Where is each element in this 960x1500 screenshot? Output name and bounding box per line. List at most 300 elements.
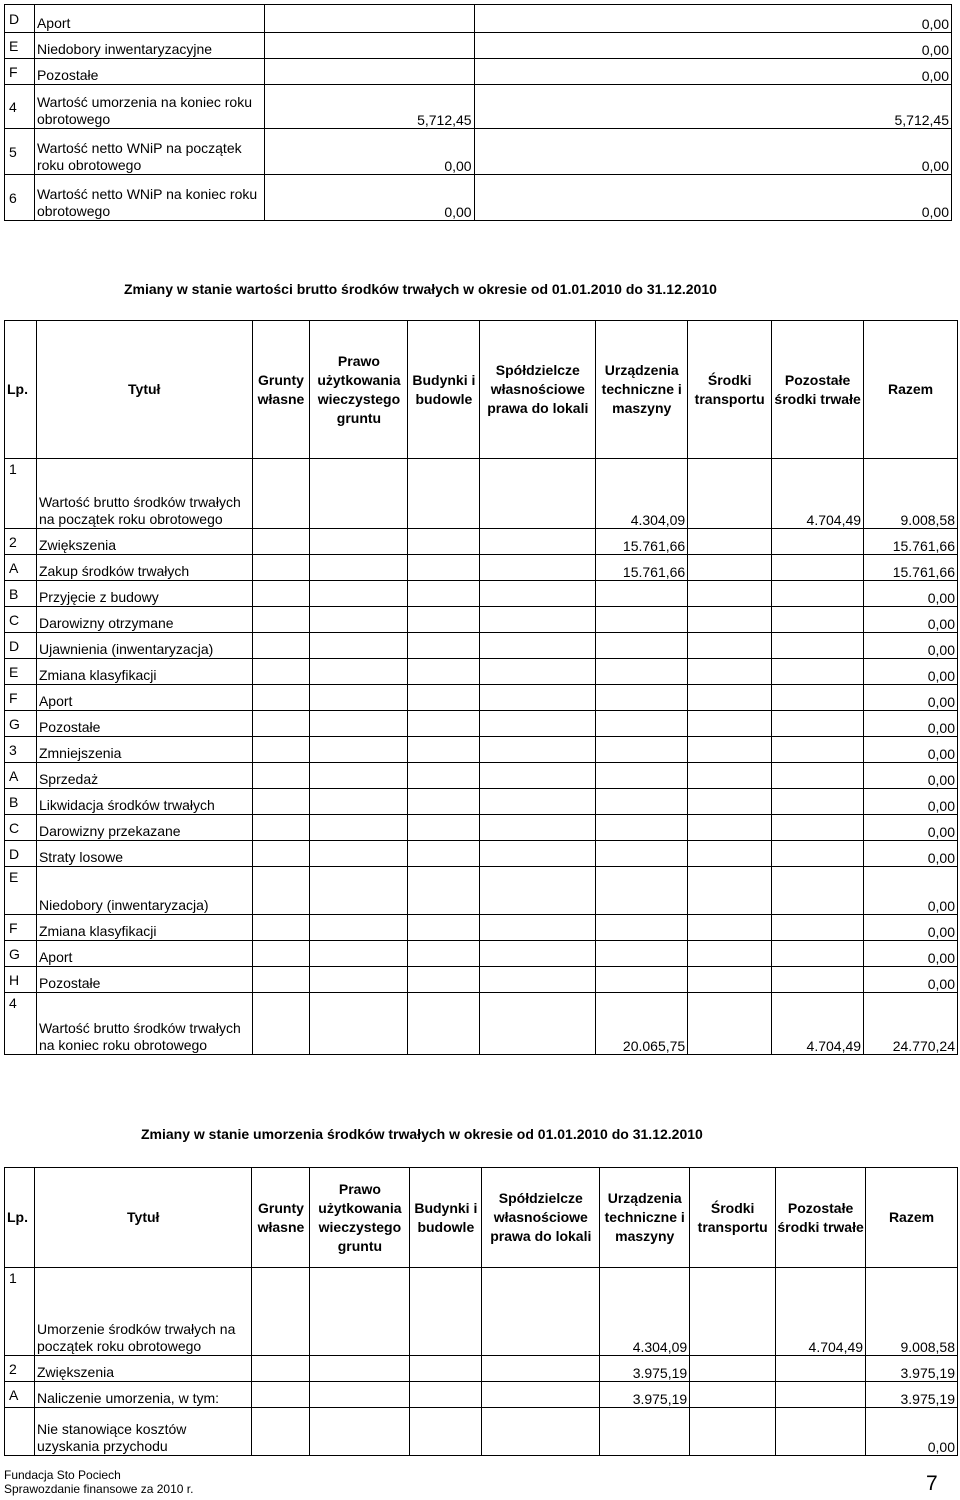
cell-prawo — [310, 1382, 410, 1408]
header-grunty: Grunty własne — [252, 321, 310, 459]
cell-prawo — [310, 915, 408, 941]
header-pozostale: Pozostałe środki trwałe — [776, 1168, 866, 1268]
cell-urzadzenia — [600, 1408, 690, 1456]
cell-transport — [688, 607, 772, 633]
cell-prawo — [310, 867, 408, 915]
cell-transport — [688, 659, 772, 685]
cell-transport — [688, 459, 772, 529]
cell-pozostale — [772, 529, 864, 555]
cell-transport — [690, 1356, 776, 1382]
section-title-umorzenie: Zmiany w stanie umorzenia środków trwałych w okresie od 01.01.2010 do 31.12.2010 — [141, 1126, 703, 1142]
cell-grunty — [252, 607, 310, 633]
row-title: Pozostałe — [36, 711, 252, 737]
row-lp: G — [5, 941, 37, 967]
cell-budynki — [410, 1268, 482, 1356]
cell-prawo — [310, 815, 408, 841]
table-row — [5, 607, 958, 633]
cell-urzadzenia — [596, 867, 688, 915]
cell-transport — [688, 555, 772, 581]
row-lp: A — [5, 1382, 35, 1408]
cell-urzadzenia — [596, 789, 688, 815]
cell-pozostale — [772, 555, 864, 581]
cell-razem: 9.008,58 — [866, 1268, 958, 1356]
cell-pozostale: 4.704,49 — [772, 993, 864, 1055]
row-lp: E — [5, 659, 37, 685]
cell-razem: 0,00 — [864, 581, 958, 607]
cell-prawo — [310, 633, 408, 659]
row-title: Darowizny przekazane — [36, 815, 252, 841]
row-total: 0,00 — [474, 59, 951, 85]
row-lp: A — [5, 763, 37, 789]
row-value — [264, 5, 474, 33]
row-title: Pozostałe — [34, 59, 264, 85]
cell-prawo — [310, 529, 408, 555]
wnip-table — [4, 4, 952, 221]
table-row — [5, 529, 958, 555]
table-row — [5, 789, 958, 815]
cell-prawo — [310, 685, 408, 711]
umorzenie-table — [4, 1167, 958, 1456]
cell-urzadzenia: 3.975,19 — [600, 1356, 690, 1382]
cell-prawo — [310, 737, 408, 763]
cell-pozostale — [772, 633, 864, 659]
row-title: Zwiększenia — [36, 529, 252, 555]
cell-razem: 0,00 — [864, 763, 958, 789]
cell-transport — [688, 633, 772, 659]
cell-urzadzenia — [596, 659, 688, 685]
cell-pozostale — [772, 867, 864, 915]
cell-spoldzielcze — [480, 607, 596, 633]
cell-spoldzielcze — [482, 1356, 600, 1382]
row-lp: H — [5, 967, 37, 993]
cell-grunty — [252, 711, 310, 737]
cell-grunty — [252, 1268, 310, 1356]
cell-grunty — [252, 737, 310, 763]
page-number: 7 — [926, 1472, 938, 1495]
cell-razem: 15.761,66 — [864, 555, 958, 581]
cell-transport — [688, 789, 772, 815]
cell-transport — [690, 1382, 776, 1408]
cell-transport — [688, 763, 772, 789]
cell-razem: 0,00 — [864, 841, 958, 867]
header-grunty: Grunty własne — [252, 1168, 310, 1268]
cell-urzadzenia: 4.304,09 — [600, 1268, 690, 1356]
cell-budynki — [408, 967, 480, 993]
row-lp: 3 — [5, 737, 37, 763]
cell-prawo — [310, 841, 408, 867]
cell-budynki — [410, 1408, 482, 1456]
cell-pozostale — [772, 763, 864, 789]
cell-grunty — [252, 555, 310, 581]
cell-transport — [690, 1408, 776, 1456]
header-prawo: Prawo użytkowania wieczystego gruntu — [310, 1168, 410, 1268]
header-row — [5, 1168, 958, 1268]
header-transport: Środki transportu — [688, 321, 772, 459]
cell-urzadzenia: 20.065,75 — [596, 993, 688, 1055]
row-value: 5,712,45 — [264, 85, 474, 129]
cell-budynki — [408, 737, 480, 763]
cell-budynki — [408, 659, 480, 685]
cell-pozostale — [772, 967, 864, 993]
row-title: Pozostałe — [36, 967, 252, 993]
cell-razem: 0,00 — [864, 685, 958, 711]
cell-pozostale — [772, 841, 864, 867]
cell-transport — [688, 685, 772, 711]
cell-budynki — [408, 867, 480, 915]
cell-budynki — [408, 841, 480, 867]
cell-budynki — [408, 941, 480, 967]
cell-razem: 3.975,19 — [866, 1382, 958, 1408]
row-title: Darowizny otrzymane — [36, 607, 252, 633]
cell-prawo — [310, 993, 408, 1055]
row-title: Straty losowe — [36, 841, 252, 867]
cell-transport — [688, 967, 772, 993]
row-title: Nie stanowiące kosztów uzyskania przychodu — [34, 1408, 252, 1456]
cell-pozostale — [776, 1382, 866, 1408]
cell-pozostale — [772, 815, 864, 841]
cell-prawo — [310, 711, 408, 737]
row-title: Umorzenie środków trwałych na początek roku obrotowego — [34, 1268, 252, 1356]
header-urzadzenia: Urządzenia techniczne i maszyny — [596, 321, 688, 459]
cell-spoldzielcze — [480, 711, 596, 737]
cell-budynki — [408, 685, 480, 711]
row-lp: E — [5, 33, 35, 59]
table-row — [5, 659, 958, 685]
row-title: Aport — [36, 941, 252, 967]
table-row — [5, 175, 952, 221]
table-row — [5, 815, 958, 841]
cell-grunty — [252, 789, 310, 815]
cell-spoldzielcze — [480, 581, 596, 607]
cell-urzadzenia — [596, 841, 688, 867]
row-lp — [5, 1408, 35, 1456]
cell-spoldzielcze — [480, 763, 596, 789]
table-row — [5, 993, 958, 1055]
cell-razem: 0,00 — [864, 633, 958, 659]
cell-razem: 0,00 — [864, 789, 958, 815]
cell-urzadzenia — [596, 685, 688, 711]
cell-razem: 0,00 — [864, 659, 958, 685]
row-lp: B — [5, 581, 37, 607]
header-spoldzielcze: Spółdzielcze własnościowe prawa do lokali — [482, 1168, 600, 1268]
cell-pozostale — [772, 659, 864, 685]
row-lp: D — [5, 633, 37, 659]
cell-razem: 3.975,19 — [866, 1356, 958, 1382]
row-lp: 1 — [5, 459, 37, 529]
cell-urzadzenia — [596, 711, 688, 737]
header-spoldzielcze: Spółdzielcze własnościowe prawa do lokali — [480, 321, 596, 459]
row-title: Wartość netto WNiP na koniec roku obrotowego — [34, 175, 264, 221]
cell-grunty — [252, 459, 310, 529]
row-title: Zwiększenia — [34, 1356, 252, 1382]
table-row — [5, 581, 958, 607]
cell-grunty — [252, 685, 310, 711]
table-row — [5, 737, 958, 763]
cell-budynki — [408, 789, 480, 815]
table-row — [5, 967, 958, 993]
row-title: Zakup środków trwałych — [36, 555, 252, 581]
table-row — [5, 633, 958, 659]
cell-pozostale: 4.704,49 — [776, 1268, 866, 1356]
cell-grunty — [252, 1356, 310, 1382]
cell-razem: 0,00 — [864, 815, 958, 841]
table-row — [5, 129, 952, 175]
cell-transport — [690, 1268, 776, 1356]
cell-grunty — [252, 993, 310, 1055]
row-lp: 4 — [5, 993, 37, 1055]
cell-razem: 0,00 — [864, 607, 958, 633]
cell-budynki — [408, 993, 480, 1055]
row-lp: 4 — [5, 85, 35, 129]
section-title-brutto: Zmiany w stanie wartości brutto środków trwałych w okresie od 01.01.2010 do 31.12.2010 — [124, 281, 717, 297]
cell-razem: 0,00 — [864, 737, 958, 763]
table-row — [5, 1356, 958, 1382]
cell-pozostale — [772, 607, 864, 633]
cell-budynki — [408, 459, 480, 529]
cell-budynki — [408, 581, 480, 607]
cell-urzadzenia — [596, 967, 688, 993]
row-value — [264, 33, 474, 59]
header-razem: Razem — [864, 321, 958, 459]
cell-grunty — [252, 941, 310, 967]
cell-transport — [688, 915, 772, 941]
cell-transport — [688, 867, 772, 915]
table-row — [5, 711, 958, 737]
cell-urzadzenia — [596, 607, 688, 633]
cell-pozostale — [772, 789, 864, 815]
cell-spoldzielcze — [480, 915, 596, 941]
row-title: Zmniejszenia — [36, 737, 252, 763]
cell-spoldzielcze — [480, 967, 596, 993]
header-lp: Lp. — [5, 1168, 35, 1268]
cell-spoldzielcze — [480, 555, 596, 581]
cell-urzadzenia — [596, 915, 688, 941]
cell-grunty — [252, 1408, 310, 1456]
cell-prawo — [310, 1408, 410, 1456]
table-row — [5, 941, 958, 967]
cell-urzadzenia — [596, 815, 688, 841]
cell-prawo — [310, 763, 408, 789]
cell-prawo — [310, 967, 408, 993]
cell-urzadzenia: 15.761,66 — [596, 555, 688, 581]
cell-spoldzielcze — [480, 815, 596, 841]
cell-razem: 0,00 — [864, 967, 958, 993]
cell-spoldzielcze — [480, 737, 596, 763]
cell-transport — [688, 993, 772, 1055]
cell-grunty — [252, 529, 310, 555]
cell-budynki — [408, 607, 480, 633]
row-title: Wartość netto WNiP na początek roku obrotowego — [34, 129, 264, 175]
cell-pozostale — [772, 941, 864, 967]
cell-prawo — [310, 1356, 410, 1382]
row-value: 0,00 — [264, 175, 474, 221]
cell-razem: 0,00 — [866, 1408, 958, 1456]
row-title: Niedobory (inwentaryzacja) — [36, 867, 252, 915]
row-lp: 2 — [5, 1356, 35, 1382]
row-lp: 5 — [5, 129, 35, 175]
cell-urzadzenia — [596, 763, 688, 789]
table-row — [5, 33, 952, 59]
table-row — [5, 867, 958, 915]
row-value: 0,00 — [264, 129, 474, 175]
cell-grunty — [252, 967, 310, 993]
cell-prawo — [310, 607, 408, 633]
cell-spoldzielcze — [480, 529, 596, 555]
table-row — [5, 915, 958, 941]
cell-razem: 0,00 — [864, 941, 958, 967]
cell-pozostale — [772, 711, 864, 737]
row-total: 5,712,45 — [474, 85, 951, 129]
footer-org: Fundacja Sto Pociech — [4, 1468, 121, 1482]
cell-urzadzenia — [596, 941, 688, 967]
cell-spoldzielcze — [480, 633, 596, 659]
row-lp: F — [5, 685, 37, 711]
row-lp: F — [5, 915, 37, 941]
row-lp: D — [5, 841, 37, 867]
cell-pozostale — [772, 737, 864, 763]
table-row — [5, 459, 958, 529]
cell-urzadzenia — [596, 581, 688, 607]
header-razem: Razem — [866, 1168, 958, 1268]
row-lp: B — [5, 789, 37, 815]
table-row — [5, 841, 958, 867]
cell-spoldzielcze — [480, 867, 596, 915]
row-total: 0,00 — [474, 129, 951, 175]
cell-spoldzielcze — [482, 1268, 600, 1356]
row-lp: 6 — [5, 175, 35, 221]
row-lp: G — [5, 711, 37, 737]
cell-budynki — [408, 711, 480, 737]
row-title: Wartość umorzenia na koniec roku obrotowego — [34, 85, 264, 129]
cell-prawo — [310, 941, 408, 967]
cell-grunty — [252, 915, 310, 941]
cell-razem: 0,00 — [864, 711, 958, 737]
cell-pozostale — [776, 1408, 866, 1456]
row-title: Ujawnienia (inwentaryzacja) — [36, 633, 252, 659]
table-row — [5, 555, 958, 581]
row-title: Zmiana klasyfikacji — [36, 659, 252, 685]
cell-grunty — [252, 815, 310, 841]
cell-spoldzielcze — [480, 459, 596, 529]
cell-budynki — [410, 1356, 482, 1382]
cell-pozostale — [772, 581, 864, 607]
table-row — [5, 59, 952, 85]
header-title: Tytuł — [36, 321, 252, 459]
cell-grunty — [252, 581, 310, 607]
header-urzadzenia: Urządzenia techniczne i maszyny — [600, 1168, 690, 1268]
cell-pozostale — [772, 915, 864, 941]
cell-grunty — [252, 1382, 310, 1408]
cell-budynki — [408, 555, 480, 581]
cell-transport — [688, 815, 772, 841]
row-title: Zmiana klasyfikacji — [36, 915, 252, 941]
cell-prawo — [310, 1268, 410, 1356]
row-lp: D — [5, 5, 35, 33]
footer — [4, 1468, 193, 1496]
table-row — [5, 685, 958, 711]
cell-razem: 24.770,24 — [864, 993, 958, 1055]
header-row — [5, 321, 958, 459]
cell-razem: 15.761,66 — [864, 529, 958, 555]
cell-urzadzenia: 15.761,66 — [596, 529, 688, 555]
footer-report: Sprawozdanie finansowe za 2010 r. — [4, 1482, 194, 1496]
header-title: Tytuł — [34, 1168, 252, 1268]
table-row — [5, 1382, 958, 1408]
cell-urzadzenia: 4.304,09 — [596, 459, 688, 529]
cell-spoldzielcze — [480, 841, 596, 867]
cell-transport — [688, 737, 772, 763]
table-row — [5, 763, 958, 789]
row-lp: F — [5, 59, 35, 85]
row-title: Sprzedaż — [36, 763, 252, 789]
cell-spoldzielcze — [480, 941, 596, 967]
cell-spoldzielcze — [480, 685, 596, 711]
row-lp: E — [5, 867, 37, 915]
cell-budynki — [408, 815, 480, 841]
row-value — [264, 59, 474, 85]
row-lp: C — [5, 815, 37, 841]
header-lp: Lp. — [5, 321, 37, 459]
cell-prawo — [310, 459, 408, 529]
cell-spoldzielcze — [482, 1382, 600, 1408]
cell-razem: 0,00 — [864, 915, 958, 941]
row-title: Wartość brutto środków trwałych na koniec roku obrotowego — [36, 993, 252, 1055]
cell-grunty — [252, 867, 310, 915]
row-title: Przyjęcie z budowy — [36, 581, 252, 607]
cell-prawo — [310, 555, 408, 581]
table-row — [5, 1268, 958, 1356]
cell-razem: 9.008,58 — [864, 459, 958, 529]
header-transport: Środki transportu — [690, 1168, 776, 1268]
table-row — [5, 1408, 958, 1456]
cell-urzadzenia — [596, 633, 688, 659]
cell-spoldzielcze — [480, 993, 596, 1055]
cell-spoldzielcze — [482, 1408, 600, 1456]
cell-transport — [688, 841, 772, 867]
cell-grunty — [252, 763, 310, 789]
cell-prawo — [310, 789, 408, 815]
cell-spoldzielcze — [480, 789, 596, 815]
cell-prawo — [310, 581, 408, 607]
cell-spoldzielcze — [480, 659, 596, 685]
header-budynki: Budynki i budowle — [410, 1168, 482, 1268]
cell-grunty — [252, 659, 310, 685]
row-title: Niedobory inwentaryzacyjne — [34, 33, 264, 59]
cell-pozostale — [772, 685, 864, 711]
row-title: Naliczenie umorzenia, w tym: — [34, 1382, 252, 1408]
row-title: Aport — [36, 685, 252, 711]
cell-budynki — [410, 1382, 482, 1408]
cell-budynki — [408, 633, 480, 659]
row-title: Likwidacja środków trwałych — [36, 789, 252, 815]
cell-budynki — [408, 915, 480, 941]
cell-transport — [688, 581, 772, 607]
cell-pozostale: 4.704,49 — [772, 459, 864, 529]
cell-grunty — [252, 633, 310, 659]
cell-prawo — [310, 659, 408, 685]
header-pozostale: Pozostałe środki trwałe — [772, 321, 864, 459]
row-title: Wartość brutto środków trwałych na początek roku obrotowego — [36, 459, 252, 529]
header-budynki: Budynki i budowle — [408, 321, 480, 459]
table-row — [5, 85, 952, 129]
cell-transport — [688, 711, 772, 737]
row-lp: 1 — [5, 1268, 35, 1356]
row-total: 0,00 — [474, 33, 951, 59]
row-lp: 2 — [5, 529, 37, 555]
cell-budynki — [408, 529, 480, 555]
cell-razem: 0,00 — [864, 867, 958, 915]
row-lp: C — [5, 607, 37, 633]
